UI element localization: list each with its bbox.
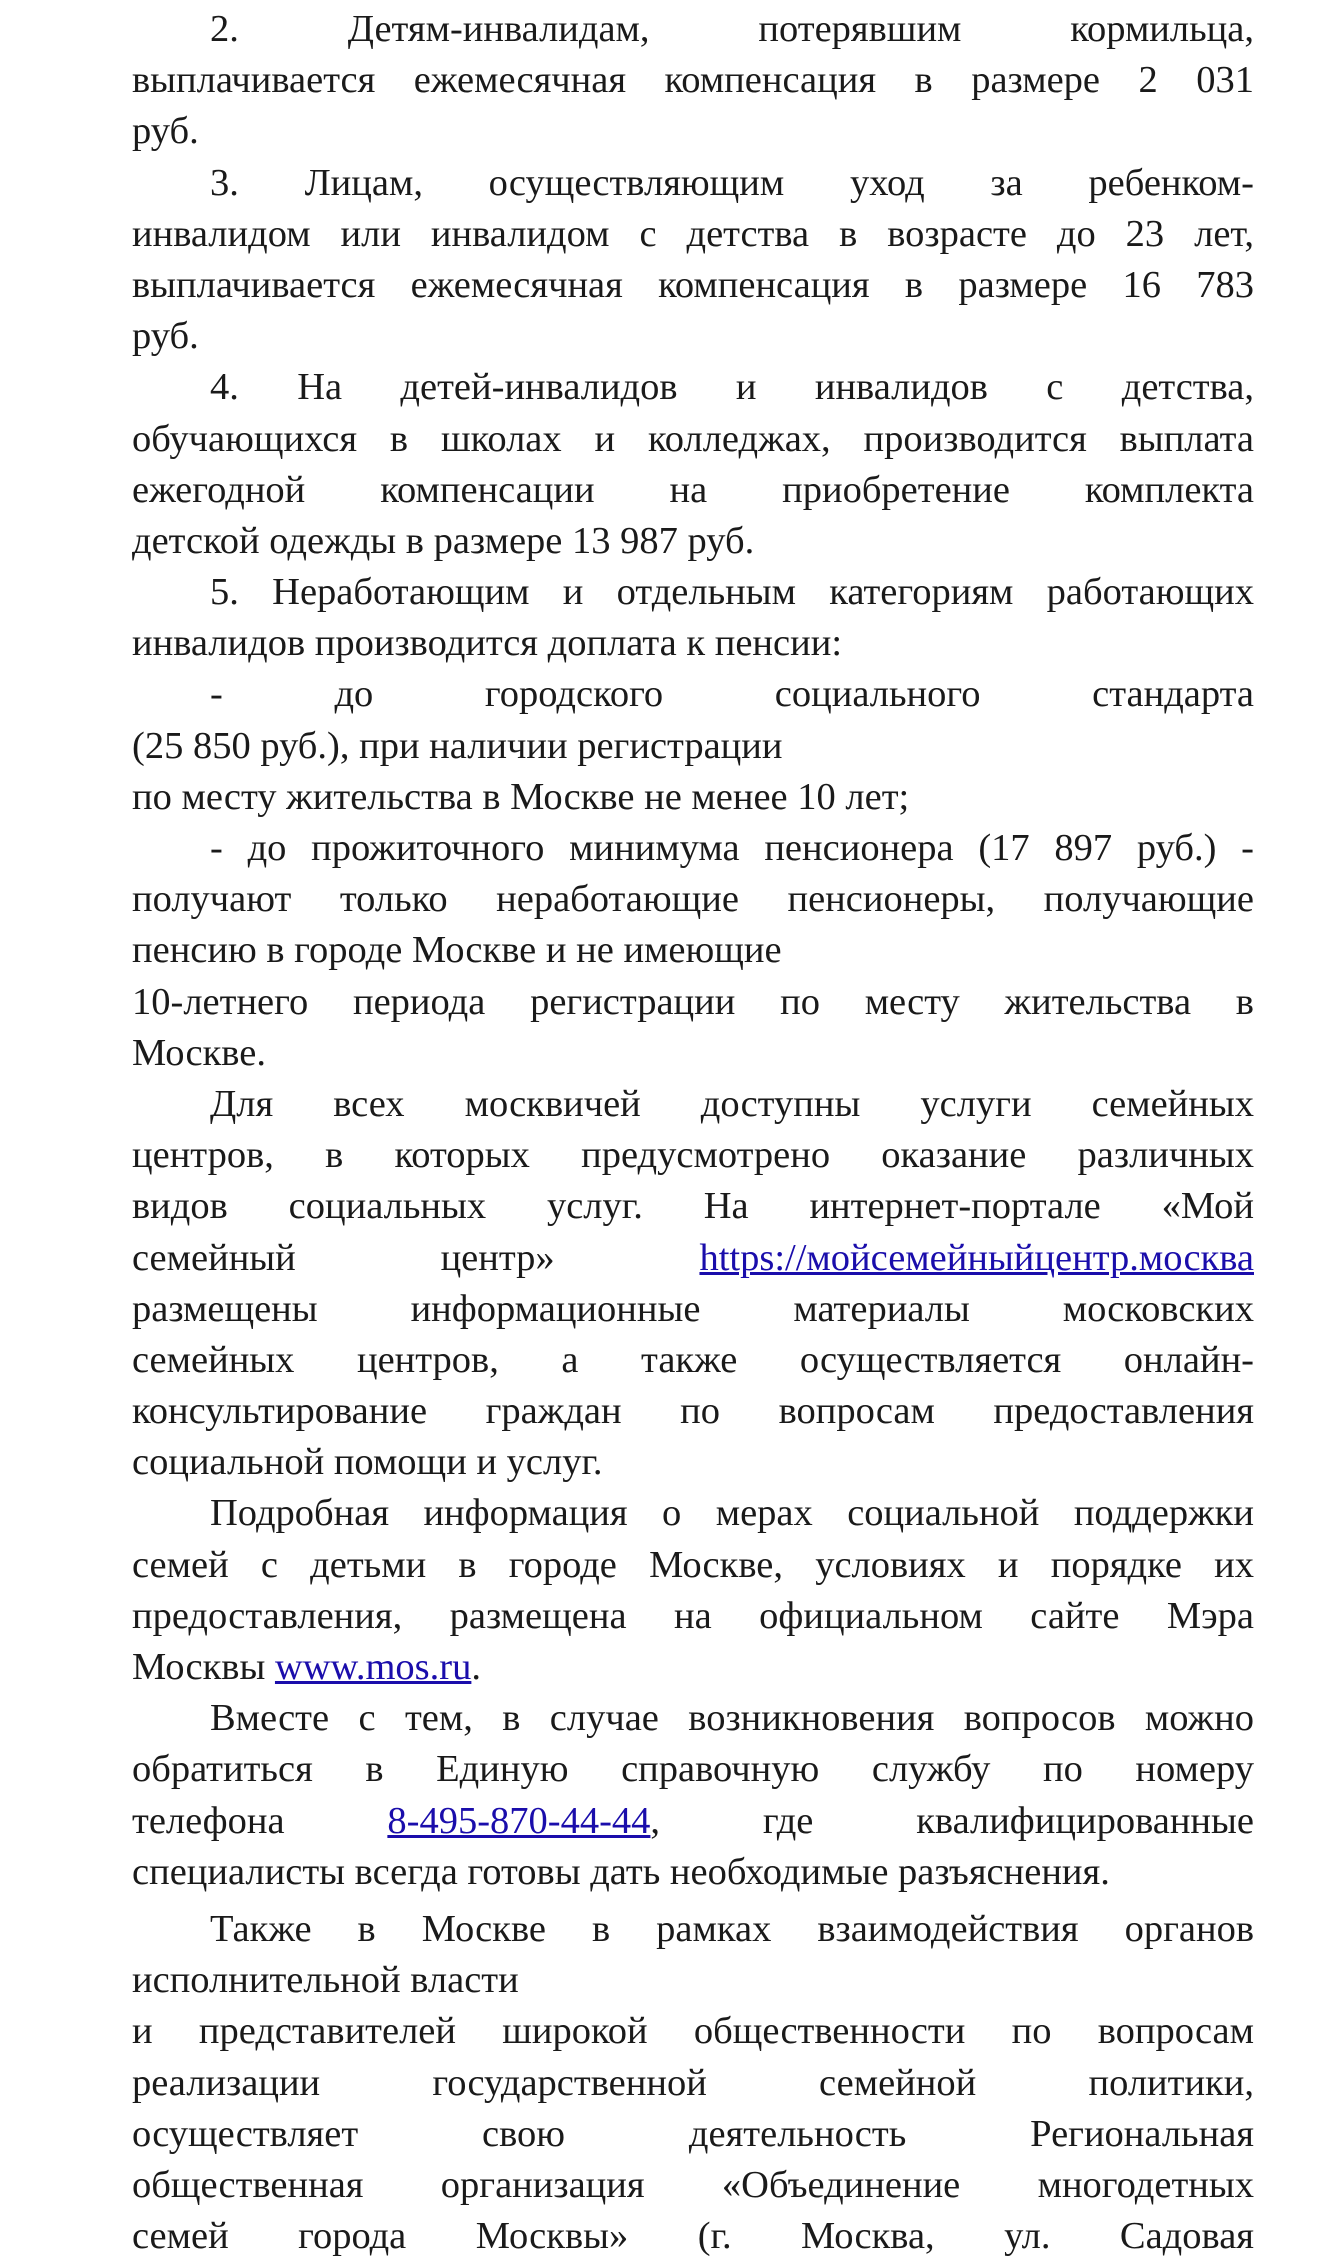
text-line: 3. Лицам, осуществляющим уход за ребенком-	[210, 161, 1254, 204]
text-line: - до городского социального стандарта	[210, 673, 1254, 716]
text-line: по месту жительства в Москве не менее 10 лет;	[132, 775, 910, 818]
text-line: центров, в которых предусмотрено оказание различных	[132, 1134, 1254, 1177]
phone-link[interactable]: 8-495-870-44-44	[387, 1799, 651, 1842]
text-line	[132, 1796, 1254, 1847]
mos-ru-link[interactable]: www.mos.ru	[274, 1646, 472, 1688]
text-fragment: телефона	[132, 1799, 285, 1842]
text-line: руб.	[132, 315, 199, 358]
text-line: семейных центров, а также осуществляется онлайн-	[132, 1338, 1254, 1381]
text-line: реализации государственной семейной политики,	[132, 2061, 1254, 2104]
text-line: исполнительной власти	[132, 1959, 519, 2002]
text-line: руб.	[132, 110, 199, 153]
family-center-link[interactable]: https://мойсемейныйцентр.москва	[699, 1236, 1254, 1279]
text-line: и представителей широкой общественности по вопросам	[132, 2010, 1254, 2053]
text-line	[132, 1233, 1254, 1284]
text-line: обратиться в Единую справочную службу по номеру	[132, 1748, 1254, 1791]
text-line: осуществляет свою деятельность Региональная	[132, 2112, 1254, 2155]
text-line: Подробная информация о мерах социальной поддержки	[210, 1492, 1254, 1535]
text-line: Вместе с тем, в случае возникновения вопросов можно	[210, 1697, 1254, 1740]
text-line: пенсию в городе Москве и не имеющие	[132, 929, 782, 972]
document-page	[132, 4, 1254, 2262]
text-line: получают только неработающие пенсионеры, получающие	[132, 878, 1254, 921]
text-line: предоставления, размещена на официальном сайте Мэра	[132, 1594, 1254, 1637]
text-fragment: Москвы	[132, 1646, 266, 1688]
text-line: консультирование граждан по вопросам предоставления	[132, 1390, 1254, 1433]
text-line: Москвы www.mos.ru.	[132, 1646, 481, 1688]
text-line: социальной помощи и услуг.	[132, 1441, 603, 1484]
text-line: семей с детьми в городе Москве, условиях и порядке их	[132, 1543, 1254, 1586]
text-line: видов социальных услуг. На интернет-портале «Мой	[132, 1185, 1254, 1228]
text-line: 4. На детей-инвалидов и инвалидов с детства,	[210, 366, 1254, 409]
text-fragment: семейный центр»	[132, 1236, 555, 1279]
text-fragment: , где квалифицированные	[650, 1799, 1254, 1842]
text-line: размещены информационные материалы московских	[132, 1287, 1254, 1330]
text-line: семей города Москвы» (г. Москва, ул. Садовая	[132, 2215, 1254, 2258]
text-line: Также в Москве в рамках взаимодействия органов	[210, 1907, 1254, 1950]
text-line: 2. Детям-инвалидам, потерявшим кормильца,	[210, 8, 1254, 50]
text-line: общественная организация «Объединение многодетных	[132, 2163, 1254, 2206]
text-line: выплачивается ежемесячная компенсация в размере 16 783	[132, 263, 1254, 306]
text-line: специалисты всегда готовы дать необходимые разъяснения.	[132, 1850, 1110, 1893]
text-line: ежегодной компенсации на приобретение комплекта	[132, 468, 1254, 511]
text-line: 10-летнего периода регистрации по месту жительства в	[132, 980, 1254, 1023]
text-line: Для всех москвичей доступны услуги семейных	[210, 1082, 1254, 1125]
text-line: инвалидов производится доплата к пенсии:	[132, 622, 843, 665]
text-line: выплачивается ежемесячная компенсация в размере 2 031	[132, 59, 1254, 102]
text-line: 5. Неработающим и отдельным категориям работающих	[210, 571, 1254, 614]
text-line: Москве.	[132, 1031, 266, 1074]
text-line: - до прожиточного минимума пенсионера (17 897 руб.) -	[210, 827, 1254, 869]
text-line: детской одежды в размере 13 987 руб.	[132, 519, 755, 562]
text-line: обучающихся в школах и колледжах, производится выплата	[132, 417, 1254, 460]
text-line: инвалидом или инвалидом с детства в возрасте до 23 лет,	[132, 212, 1254, 255]
text-line: (25 850 руб.), при наличии регистрации	[132, 724, 783, 767]
